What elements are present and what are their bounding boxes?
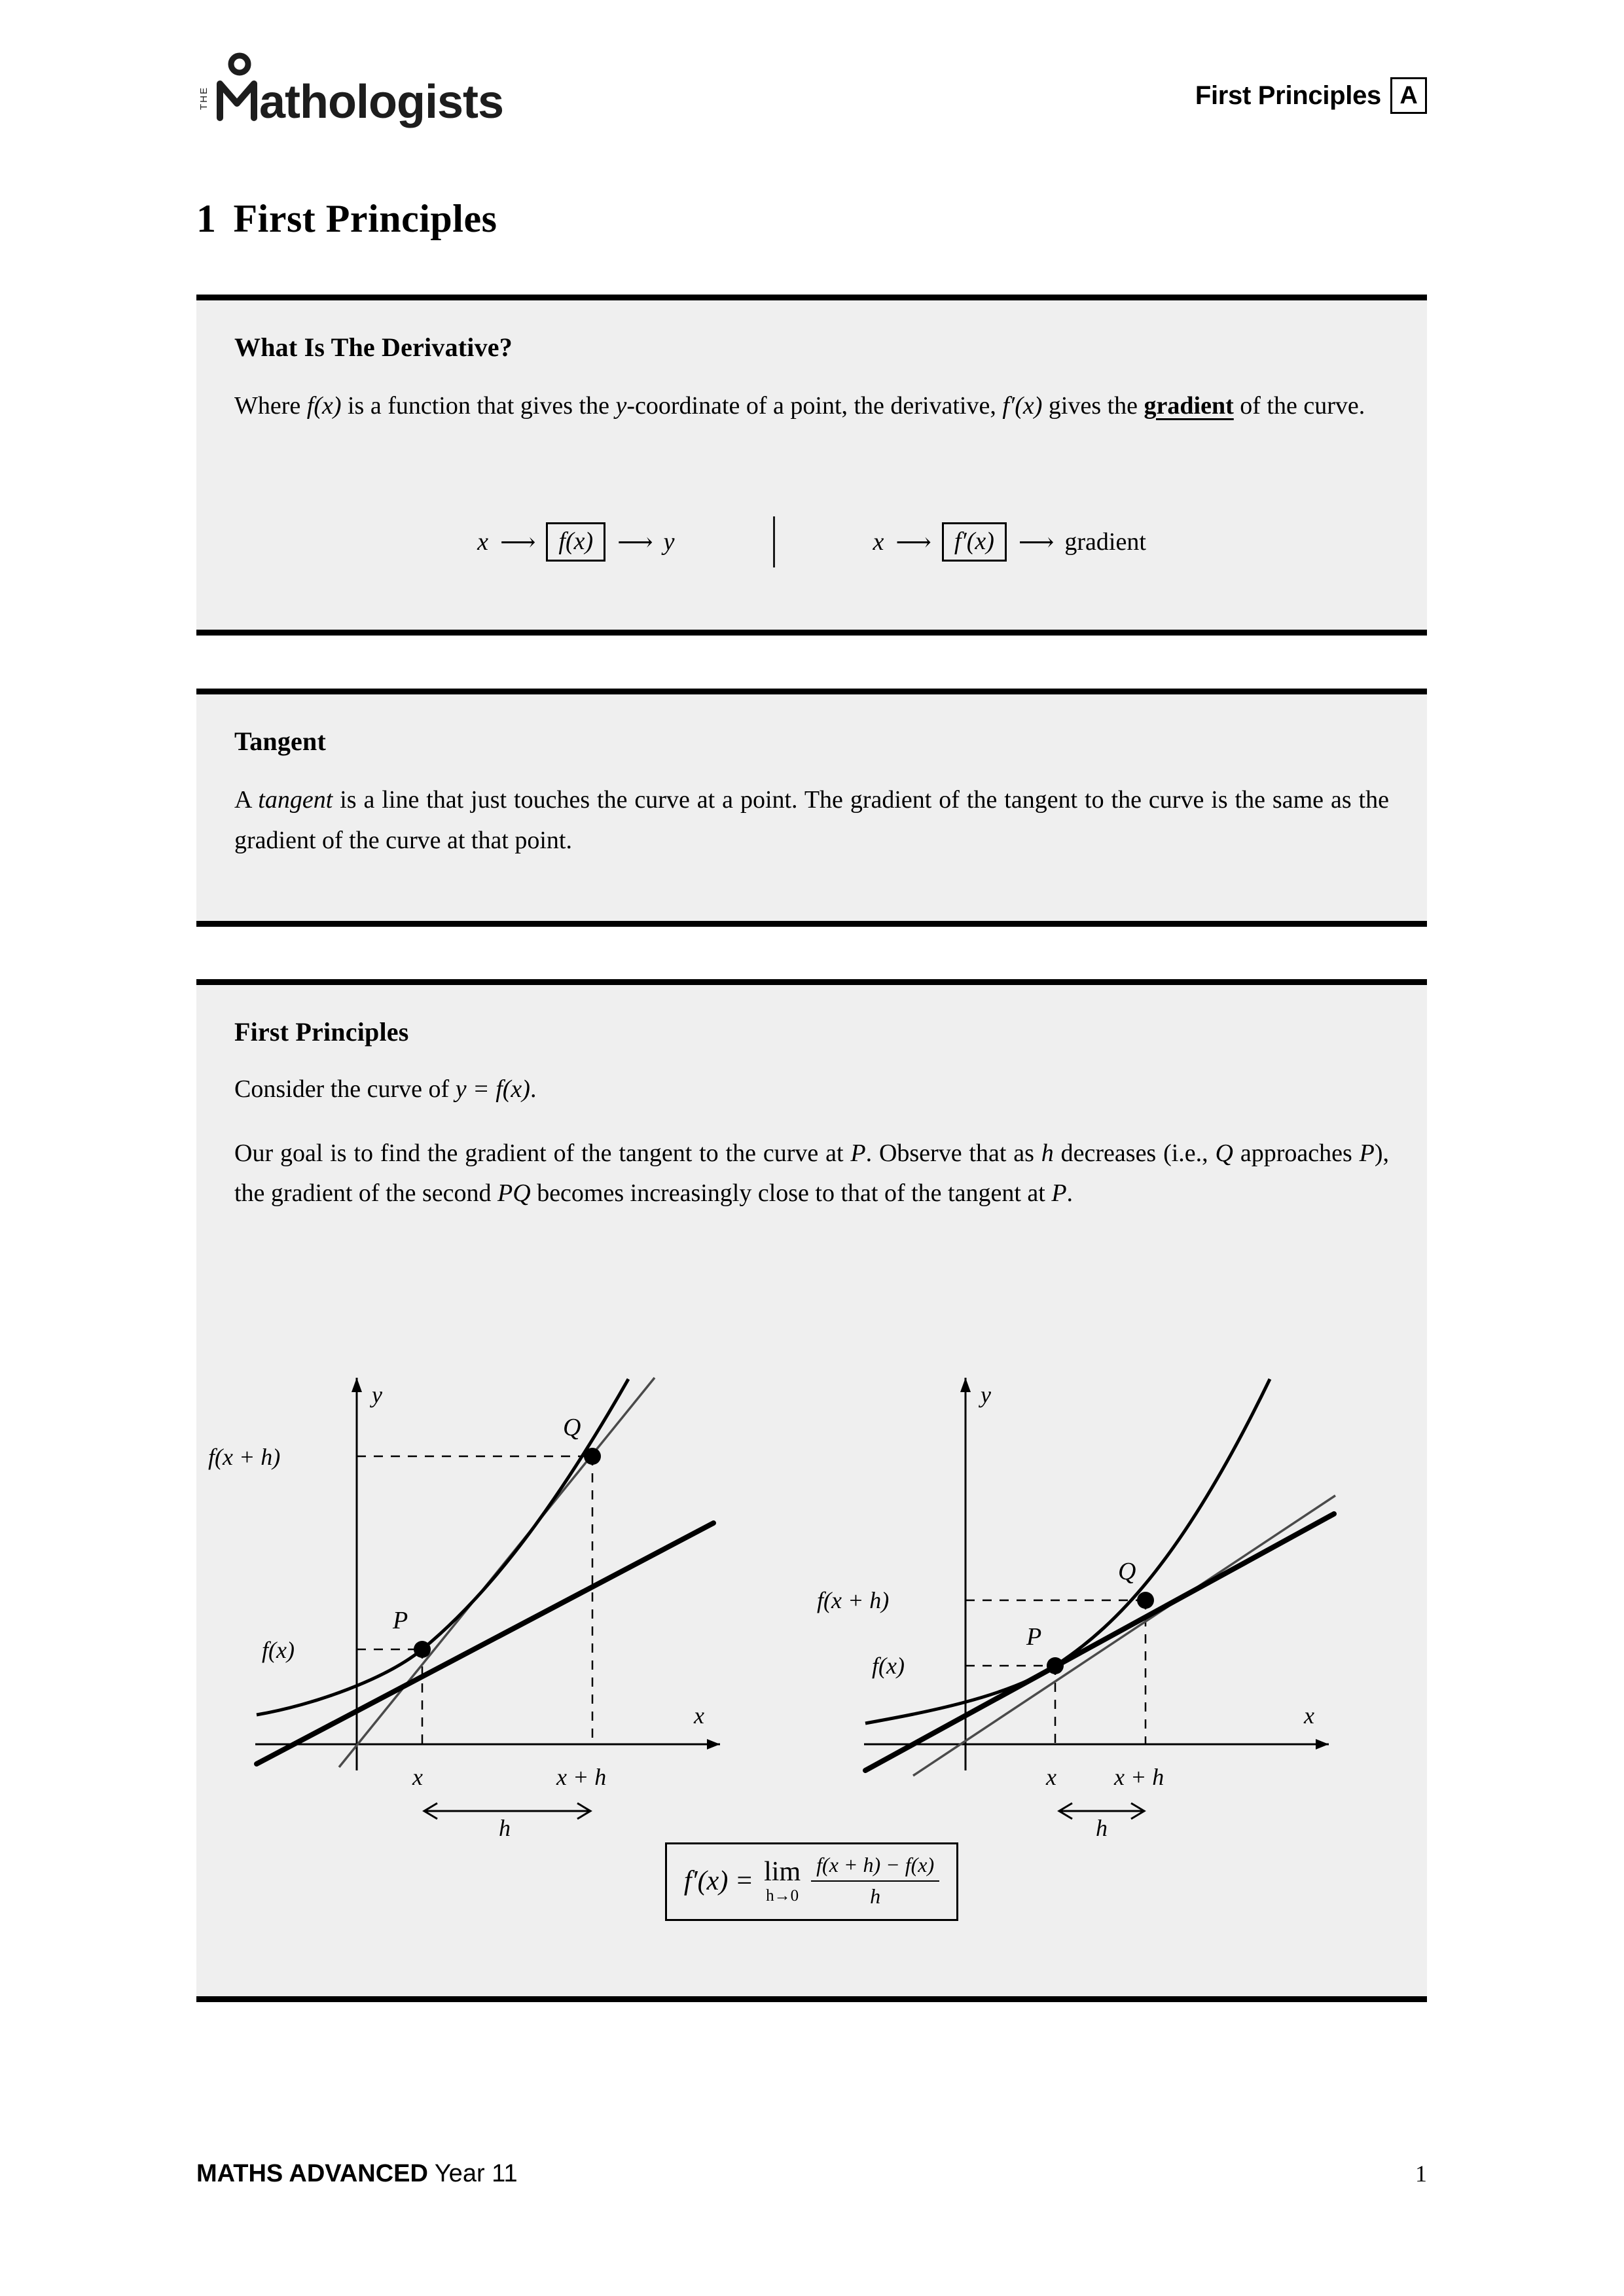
footer-year: Year 11 — [434, 2160, 518, 2187]
flow-left-box-label: f(x) — [558, 528, 594, 555]
box1-math-fx: f(x) — [306, 392, 342, 420]
box1-paragraph — [234, 386, 1389, 427]
label-f-x-2: f(x) — [872, 1653, 905, 1679]
box3-p2-math-h: h — [1041, 1139, 1054, 1167]
box3-p1-math: y = f(x) — [455, 1075, 530, 1103]
point-P-marker-2 — [1047, 1657, 1064, 1674]
section-heading — [196, 196, 497, 242]
box3-p2-math-P2: P — [1359, 1139, 1375, 1167]
point-Q-marker — [584, 1448, 601, 1465]
first-principles-formula-wrap — [196, 1842, 1427, 1921]
svg-text:athologists: athologists — [259, 76, 504, 128]
brace-label-h-2: h — [1096, 1815, 1108, 1836]
y-axis-label: y — [372, 1382, 382, 1408]
formula-lim-sub: h→0 — [766, 1887, 799, 1905]
box3-p2-math-Q: Q — [1215, 1139, 1233, 1167]
header-title-group — [1195, 77, 1427, 114]
formula-limit — [764, 1858, 801, 1904]
arrow-right-icon-4: ⟶ — [1018, 528, 1053, 556]
box3-p2-math-P1: P — [850, 1139, 866, 1167]
formula-lim-op: lim — [764, 1857, 801, 1888]
box2-title: Tangent — [234, 726, 326, 756]
box2-top-rule — [196, 689, 1427, 694]
box3-p1-text-a: Consider the curve of — [234, 1075, 456, 1103]
box3-p2-text-g: . — [1066, 1179, 1074, 1208]
formula-numerator: f(x + h) − f(x) — [816, 1853, 935, 1876]
flow-function — [477, 522, 674, 562]
label-f-x-plus-h: f(x + h) — [208, 1444, 281, 1470]
section-title-text: First Principles — [233, 197, 497, 240]
box-first-principles — [196, 985, 1427, 1996]
box2-emphasis-tangent: tangent — [258, 786, 333, 814]
box3-p2-text-d: approaches — [1233, 1139, 1360, 1167]
formula-fraction — [811, 1854, 939, 1909]
x-axis-label-2: x — [1304, 1702, 1314, 1729]
footer-course-group — [196, 2160, 518, 2188]
figure-large-h — [196, 1338, 812, 1839]
arrow-right-icon-2: ⟶ — [617, 528, 652, 556]
box1-title: What Is The Derivative? — [234, 332, 513, 362]
derivative-flow-diagram — [196, 516, 1427, 567]
box1-math-fpx: f′(x) — [1002, 392, 1043, 420]
flow-right-box-label: f′(x) — [954, 528, 994, 555]
point-P-marker — [414, 1641, 431, 1658]
flow-derivative — [873, 522, 1146, 562]
box3-bottom-rule — [196, 1996, 1427, 2002]
footer-course: MATHS ADVANCED — [196, 2160, 428, 2187]
flow-right-box — [942, 522, 1007, 562]
flow-right-input: x — [873, 528, 884, 556]
box2-text-a: A — [234, 786, 259, 814]
formula-lhs: f′(x) = — [683, 1866, 754, 1897]
box1-math-y: y — [615, 392, 627, 420]
box3-paragraph-1 — [234, 1069, 1389, 1110]
tick-x: x — [412, 1764, 423, 1790]
mathologists-logo — [196, 52, 537, 131]
flow-divider — [773, 516, 775, 567]
flow-right-output: gradient — [1064, 528, 1146, 556]
label-f-x: f(x) — [262, 1637, 295, 1663]
tick-x-plus-h: x + h — [556, 1764, 607, 1790]
arrow-right-icon: ⟶ — [499, 528, 535, 556]
box2-paragraph — [234, 780, 1389, 861]
point-Q-label-2: Q — [1118, 1558, 1136, 1585]
box1-text-e: of the curve. — [1233, 392, 1365, 420]
box2-text-b: is a line that just touches the curve at a point. The gradient of the tangent to the curve is the same as the gradient of the curve at that point. — [234, 786, 1389, 854]
section-number: 1 — [196, 197, 217, 240]
page-header — [196, 46, 1427, 131]
arrow-right-icon-3: ⟶ — [895, 528, 930, 556]
first-principles-formula — [665, 1842, 958, 1921]
box3-top-rule — [196, 979, 1427, 985]
box2-bottom-rule — [196, 921, 1427, 927]
box3-title: First Principles — [234, 1017, 409, 1047]
box1-top-rule — [196, 295, 1427, 300]
point-Q-label: Q — [563, 1414, 581, 1441]
box3-p2-text-a: Our goal is to find the gradient of the tangent to the curve at — [234, 1139, 851, 1167]
box1-text-b: is a function that gives the — [341, 392, 616, 420]
box3-p2-math-PQ: PQ — [497, 1179, 531, 1208]
box1-text-a: Where — [234, 392, 307, 420]
box3-paragraph-2 — [234, 1134, 1389, 1214]
box3-p2-math-P3: P — [1051, 1179, 1067, 1208]
formula-denominator: h — [870, 1884, 881, 1909]
point-P-label: P — [393, 1607, 408, 1634]
box1-text-d: gives the — [1042, 392, 1144, 420]
box3-p2-text-b: . Observe that as — [865, 1139, 1041, 1167]
svg-text:THE: THE — [198, 86, 209, 110]
box-tangent — [196, 694, 1427, 921]
x-axis-label: x — [694, 1702, 704, 1729]
brace-label-h: h — [499, 1815, 511, 1836]
flow-left-input: x — [477, 528, 488, 556]
box1-bottom-rule — [196, 630, 1427, 636]
box-what-is-the-derivative — [196, 300, 1427, 630]
flow-left-box — [546, 522, 605, 562]
footer-page-number: 1 — [1415, 2161, 1427, 2187]
box3-p2-text-f: becomes increasingly close to that of the tangent at — [530, 1179, 1052, 1208]
box3-p1-text-b: . — [530, 1075, 537, 1103]
point-P-label-2: P — [1026, 1623, 1042, 1651]
flow-left-output: y — [663, 528, 675, 556]
header-title: First Principles — [1195, 81, 1381, 110]
box1-gradient-emphasis: gradient — [1144, 392, 1234, 420]
tick-x-plus-h-2: x + h — [1114, 1764, 1164, 1790]
figure-small-h — [812, 1338, 1427, 1839]
page-footer — [196, 2160, 1427, 2188]
header-chip-badge: A — [1390, 77, 1427, 114]
tick-x-2: x — [1046, 1764, 1056, 1790]
box3-p2-text-c: decreases (i.e., — [1053, 1139, 1216, 1167]
first-principles-figures — [196, 1338, 1427, 1839]
point-Q-marker-2 — [1137, 1592, 1154, 1609]
y-axis-label-2: y — [981, 1382, 991, 1408]
box1-text-c: -coordinate of a point, the derivative, — [626, 392, 1003, 420]
box3-p2-text-e: ), the gradient of the second — [234, 1139, 1389, 1208]
label-f-x-plus-h-2: f(x + h) — [817, 1587, 890, 1613]
